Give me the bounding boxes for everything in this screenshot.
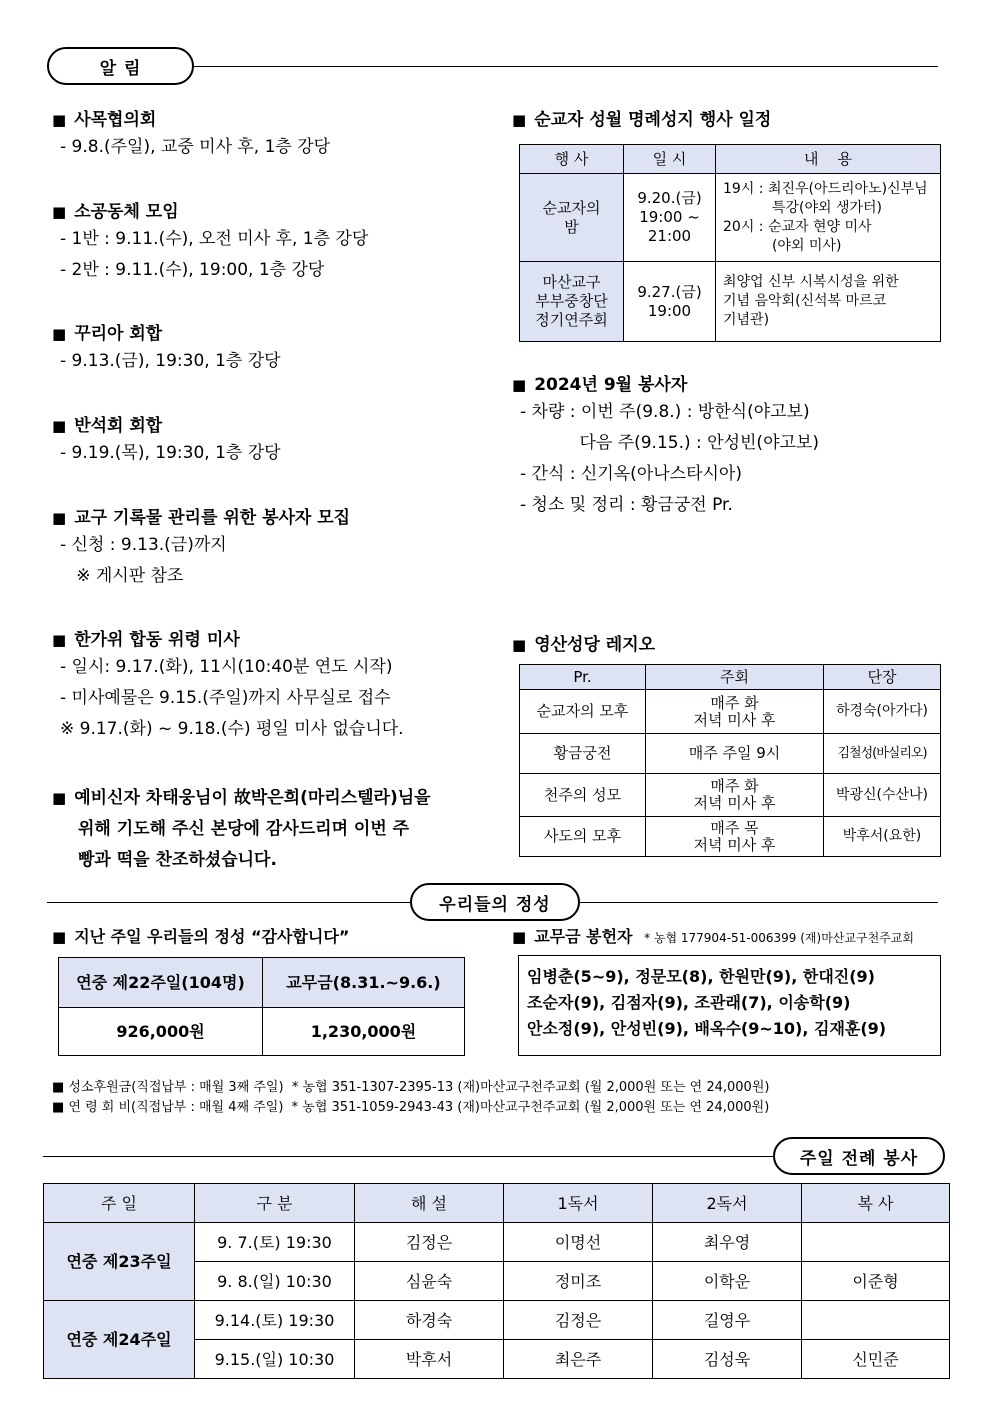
notice-item: [52, 414, 281, 469]
martyr-title: 순교자 성월 명례성지 행사 일정: [534, 110, 772, 130]
legio-header: 단장: [824, 665, 941, 690]
legio-leader: 김철성(바실리오): [824, 734, 941, 774]
liturgy-server: [802, 1223, 950, 1262]
liturgy-server: 신민준: [802, 1340, 950, 1379]
liturgy-time: 9.14.(토) 19:30: [195, 1301, 355, 1340]
notice-line: - 1반 : 9.11.(수), 오전 미사 후, 1층 강당: [60, 229, 369, 249]
liturgy-server: 이준형: [802, 1262, 950, 1301]
martyr-row: [520, 174, 941, 262]
legio-table: [519, 664, 941, 857]
square-bullet-icon: ■: [512, 111, 527, 129]
martyr-content: 19시 : 최진우(아드리아노)신부님 특강(야외 생가터) 20시 : 순교자 현양 미사 (야외 미사): [716, 174, 941, 262]
liturgy-table: [43, 1183, 950, 1379]
legio-pr: 황금궁전: [520, 734, 646, 774]
legio-leader: 박광신(수산나): [824, 774, 941, 817]
liturgy-sunday: 연중 제24주일: [44, 1301, 195, 1379]
martyr-header: 행 사: [520, 145, 624, 174]
liturgy-reading1: 이명선: [504, 1223, 653, 1262]
liturgy-header-cell: 구 분: [195, 1184, 355, 1223]
legio-header: Pr.: [520, 665, 646, 690]
square-bullet-icon: ■: [512, 928, 527, 946]
liturgy-row: [44, 1301, 950, 1340]
square-bullet-icon: ■: [52, 111, 67, 129]
volunteer-line: - 청소 및 정리 : 황금궁전 Pr.: [520, 495, 733, 515]
donors-line: 임병춘(5~9), 정문모(8), 한원만(9), 한대진(9): [527, 967, 875, 986]
legio-meeting: 매주 화 저녁 미사 후: [646, 690, 824, 734]
square-bullet-icon: ■: [52, 417, 67, 435]
liturgy-header: 주일 전례 봉사: [773, 1137, 945, 1175]
liturgy-sunday: 연중 제23주일: [44, 1223, 195, 1301]
offering-table: [58, 957, 465, 1056]
square-bullet-icon: ■: [52, 631, 67, 649]
legio-meeting: 매주 목 저녁 미사 후: [646, 817, 824, 857]
notice-divider: [194, 66, 938, 67]
liturgy-header-cell: 주 일: [44, 1184, 195, 1223]
legio-pr: 사도의 모후: [520, 817, 646, 857]
legio-leader: 하경숙(아가다): [824, 690, 941, 734]
offering-divider-left: [47, 902, 412, 903]
notice-line: ※ 게시판 참조: [60, 566, 184, 586]
donors-title: 교무금 봉헌자: [534, 927, 633, 946]
liturgy-row: [44, 1223, 950, 1262]
thanks-notice: [52, 783, 431, 876]
martyr-time: 9.20.(금) 19:00 ~ 21:00: [624, 174, 716, 262]
square-bullet-icon: ■: [512, 376, 527, 394]
liturgy-time: 9. 8.(일) 10:30: [195, 1262, 355, 1301]
offering-header-cell: 연중 제22주일(104명): [59, 958, 263, 1008]
legio-row: [520, 690, 941, 734]
liturgy-header-cell: 복 사: [802, 1184, 950, 1223]
volunteer-line: - 간식 : 신기옥(아나스타시아): [520, 464, 742, 484]
liturgy-time: 9. 7.(토) 19:30: [195, 1223, 355, 1262]
legio-header: 주회: [646, 665, 824, 690]
volunteers-title: 2024년 9월 봉사자: [534, 375, 688, 395]
square-bullet-icon: ■: [52, 928, 67, 946]
liturgy-reading2: 최우영: [653, 1223, 802, 1262]
square-bullet-icon: ■: [52, 509, 67, 527]
footnote-line: ■ 성소후원금(직접납부 : 매월 3째 주일) * 농협 351-1307-2395-13 (재)마산교구천주교회 (월 2,000원 또는 연 24,000원): [52, 1080, 770, 1095]
footnotes: [52, 1078, 769, 1118]
legio-leader: 박후서(요한): [824, 817, 941, 857]
martyr-table: [519, 144, 941, 342]
volunteer-line: - 차량 : 이번 주(9.8.) : 방한식(야고보): [520, 402, 810, 422]
notice-line: - 미사예물은 9.15.(주일)까지 사무실로 접수: [60, 688, 391, 708]
liturgy-reading1: 최은주: [504, 1340, 653, 1379]
offering-header-cell: 교무금(8.31.~9.6.): [263, 958, 465, 1008]
offering-divider-right: [579, 902, 938, 903]
martyr-header: 일 시: [624, 145, 716, 174]
notice-title: 꾸리아 회합: [74, 324, 163, 344]
square-bullet-icon: ■: [52, 789, 67, 807]
liturgy-reading1: 정미조: [504, 1262, 653, 1301]
notice-title: 교구 기록물 관리를 위한 봉사자 모집: [74, 508, 351, 528]
martyr-header: 내 용: [716, 145, 941, 174]
square-bullet-icon: ■: [52, 325, 67, 343]
liturgy-reading2: 김성욱: [653, 1340, 802, 1379]
square-bullet-icon: ■: [512, 636, 527, 654]
notice-line: - 신청 : 9.13.(금)까지: [60, 535, 227, 555]
notice-item: [52, 322, 281, 377]
notice-title: 사목협의회: [74, 110, 157, 130]
liturgy-reading2: 이학운: [653, 1262, 802, 1301]
offering-header: 우리들의 정성: [410, 883, 580, 921]
liturgy-header-cell: 2독서: [653, 1184, 802, 1223]
liturgy-commentary: 박후서: [355, 1340, 504, 1379]
footnote-line: ■ 연 령 회 비(직접납부 : 매월 4째 주일) * 농협 351-1059-2943-43 (재)마산교구천주교회 (월 2,000원 또는 연 24,000원): [52, 1100, 770, 1115]
martyr-row: [520, 262, 941, 342]
offering-title-row: [52, 925, 349, 949]
volunteer-line: 다음 주(9.15.) : 안성빈(야고보): [520, 433, 819, 453]
notice-line: - 9.13.(금), 19:30, 1층 강당: [60, 351, 281, 371]
martyr-event: 순교자의 밤: [520, 174, 624, 262]
liturgy-time: 9.15.(일) 10:30: [195, 1340, 355, 1379]
notice-title: 반석회 회합: [74, 416, 163, 436]
notice-item: [52, 506, 350, 592]
martyr-event: 마산교구 부부중창단 정기연주회: [520, 262, 624, 342]
martyr-time: 9.27.(금) 19:00: [624, 262, 716, 342]
legio-row: [520, 817, 941, 857]
notice-line: - 일시: 9.17.(화), 11시(10:40분 연도 시작): [60, 657, 393, 677]
notice-header: 알 림: [47, 47, 194, 85]
liturgy-reading1: 김정은: [504, 1301, 653, 1340]
legio-pr: 순교자의 모후: [520, 690, 646, 734]
liturgy-commentary: 심윤숙: [355, 1262, 504, 1301]
legio-meeting: 매주 주일 9시: [646, 734, 824, 774]
notice-line: ※ 9.17.(화) ~ 9.18.(수) 평일 미사 없습니다.: [60, 719, 404, 739]
liturgy-commentary: 하경숙: [355, 1301, 504, 1340]
notice-title: 한가위 합동 위령 미사: [74, 630, 240, 650]
notice-item: [52, 108, 330, 163]
thanks-line: 빵과 떡을 찬조하셨습니다.: [78, 850, 277, 870]
notice-line: - 2반 : 9.11.(수), 19:00, 1층 강당: [60, 260, 325, 280]
martyr-title-row: [512, 108, 771, 132]
notice-title: 소공동체 모임: [74, 202, 179, 222]
legio-row: [520, 774, 941, 817]
legio-title: 영산성당 레지오: [534, 635, 656, 655]
donors-line: 조순자(9), 김점자(9), 조관래(7), 이송학(9): [527, 993, 851, 1012]
legio-row: [520, 734, 941, 774]
donors-box: [518, 955, 941, 1056]
thanks-line: 예비신자 차태웅님이 故박은희(마리스텔라)님을: [74, 788, 431, 808]
liturgy-divider: [43, 1156, 774, 1157]
liturgy-server: [802, 1301, 950, 1340]
legio-pr: 천주의 성모: [520, 774, 646, 817]
volunteers: [512, 373, 819, 521]
liturgy-commentary: 김정은: [355, 1223, 504, 1262]
liturgy-header-cell: 해 설: [355, 1184, 504, 1223]
donors-title-row: [512, 925, 914, 950]
legio-title-row: [512, 633, 655, 657]
notice-item: [52, 200, 368, 286]
offering-title: 지난 주일 우리들의 정성 “감사합니다”: [74, 927, 350, 946]
liturgy-reading2: 길영우: [653, 1301, 802, 1340]
thanks-line: 위해 기도해 주신 본당에 감사드리며 이번 주: [78, 819, 410, 839]
legio-meeting: 매주 화 저녁 미사 후: [646, 774, 824, 817]
notice-line: - 9.8.(주일), 교중 미사 후, 1층 강당: [60, 137, 331, 157]
square-bullet-icon: ■: [52, 203, 67, 221]
donors-account: * 농협 177904-51-006399 (재)마산교구천주교회: [644, 931, 914, 945]
notice-item: [52, 628, 404, 745]
offering-value: 926,000원: [59, 1008, 263, 1056]
martyr-content: 최양업 신부 시복시성을 위한 기념 음악회(신석복 마르코 기념관): [716, 262, 941, 342]
donors-line: 안소정(9), 안성빈(9), 배옥수(9~10), 김재훈(9): [527, 1019, 887, 1038]
offering-value: 1,230,000원: [263, 1008, 465, 1056]
notice-line: - 9.19.(목), 19:30, 1층 강당: [60, 443, 281, 463]
liturgy-header-cell: 1독서: [504, 1184, 653, 1223]
